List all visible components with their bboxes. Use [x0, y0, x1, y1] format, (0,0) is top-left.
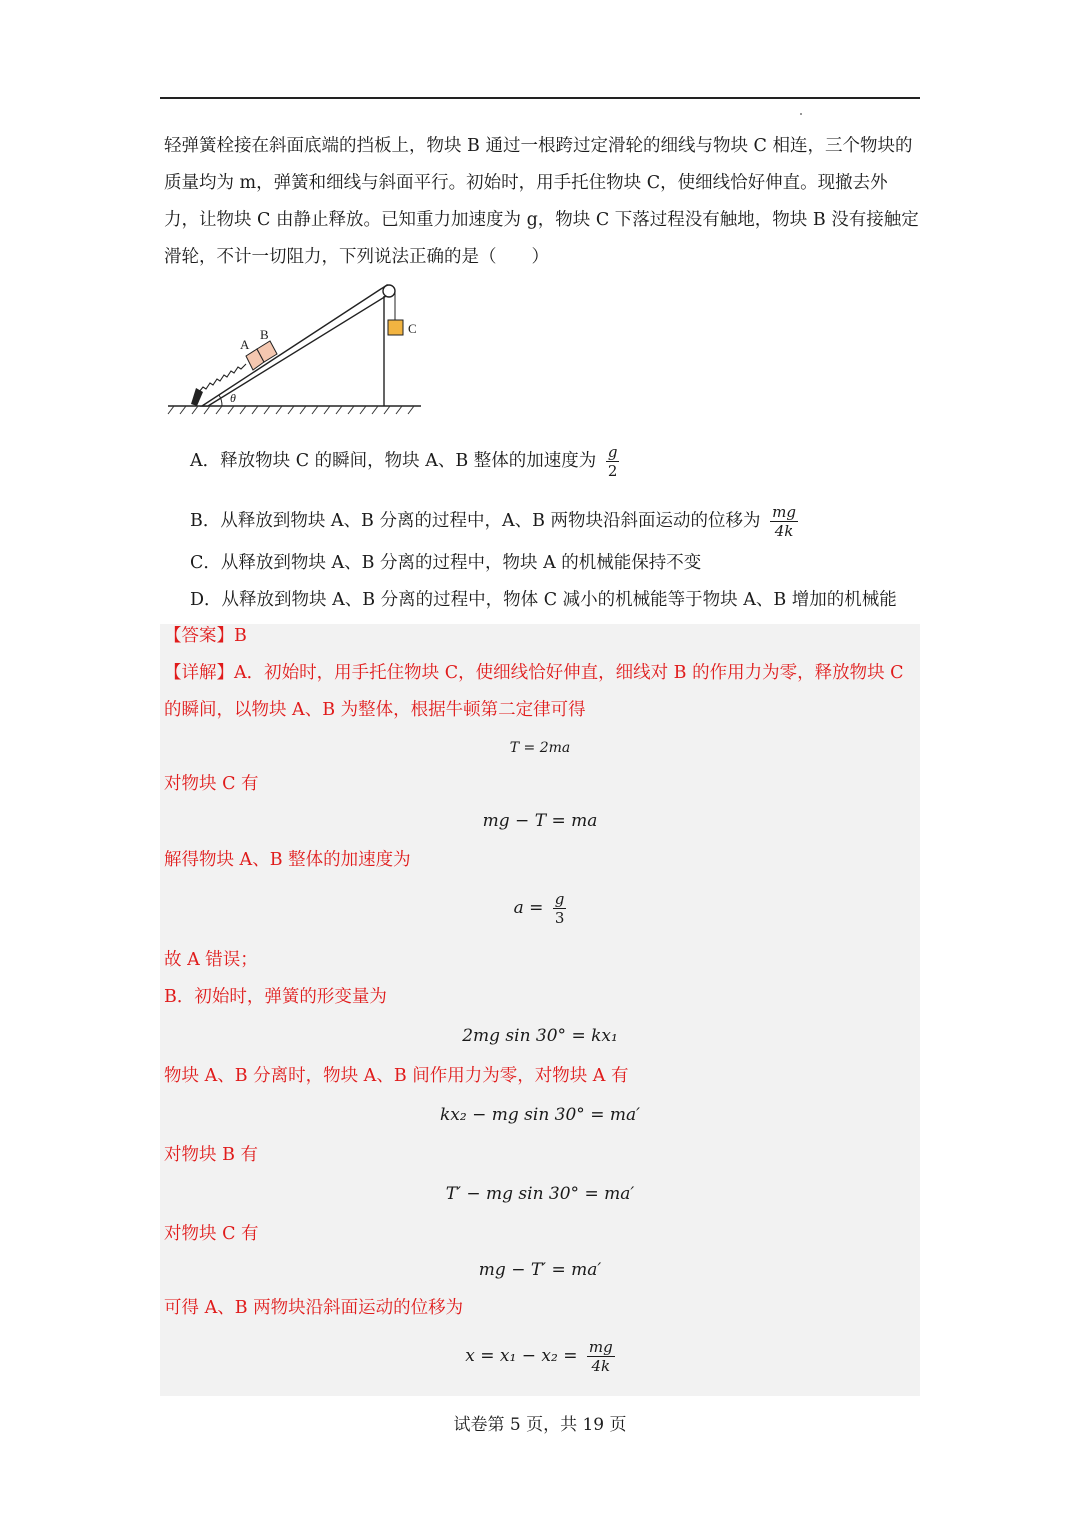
equation-4: 2mg sin 30° = kx₁: [462, 1026, 618, 1046]
line-block-c-2: 对物块 C 有: [164, 1224, 259, 1244]
option-a: [190, 443, 619, 480]
equation-7: mg − T′ = ma′: [478, 1260, 602, 1280]
answer-label: 【答案】B: [164, 626, 247, 646]
equation-2: mg − T = ma: [482, 811, 598, 831]
label-b: B: [260, 327, 269, 342]
label-a: A: [240, 337, 250, 352]
label-c: C: [408, 321, 417, 336]
option-a-text: A．释放物块 C 的瞬间，物块 A、B 整体的加速度为: [190, 451, 597, 471]
option-b-text: B．从释放到物块 A、B 分离的过程中，A、B 两物块沿斜面运动的位移为: [190, 511, 761, 531]
equation-5: kx₂ − mg sin 30° = ma′: [440, 1105, 640, 1125]
option-d: D．从释放到物块 A、B 分离的过程中，物体 C 减小的机械能等于物块 A、B 增加的机械能: [190, 590, 897, 610]
header-rule: [160, 97, 920, 99]
line-block-c-1: 对物块 C 有: [164, 774, 259, 794]
line-displacement: 可得 A、B 两物块沿斜面运动的位移为: [164, 1298, 464, 1318]
question-text: 轻弹簧栓接在斜面底端的挡板上，物块 B 通过一根跨过定滑轮的细线与物块 C 相连，三个物块的质量均为 m，弹簧和细线与斜面平行。初始时，用手托住物块 C，使细线恰好伸直。现撤去外力，让物块 C 由静止释放。已知重力加速度为 g，物块 C 下落过程没有触地，物块 B 没有接触定滑轮，不计一切阻力，下列说法正确的是（ ）: [164, 136, 919, 267]
line-separation: 物块 A、B 分离时，物块 A、B 间作用力为零，对物块 A 有: [164, 1066, 629, 1086]
incline-figure: [166, 282, 436, 420]
line-block-b: 对物块 B 有: [164, 1145, 258, 1165]
equation-8: x = x₁ − x₂ = $\frac{mg}{4k}$: [465, 1338, 613, 1375]
equation-6: T′ − mg sin 30° = ma′: [445, 1184, 635, 1204]
equation-3: a = $\frac{g}{3}$: [513, 890, 565, 927]
label-theta: θ: [230, 391, 236, 405]
answer-detail: 【详解】A．初始时，用手托住物块 C，使细线恰好伸直，细线对 B 的作用力为零，释放物块 C 的瞬间，以物块 A、B 为整体，根据牛顿第二定律可得: [164, 663, 904, 720]
option-c: C．从释放到物块 A、B 分离的过程中，物块 A 的机械能保持不变: [190, 553, 702, 573]
line-acceleration: 解得物块 A、B 整体的加速度为: [164, 850, 411, 870]
line-a-wrong: 故 A 错误；: [164, 950, 258, 970]
option-a-fraction: $\frac{g}{2}$: [607, 443, 618, 480]
option-b: [190, 503, 798, 540]
line-b-initial: B．初始时，弹簧的形变量为: [164, 987, 387, 1007]
equation-1: T = 2ma: [509, 740, 571, 756]
page-footer: 试卷第 5 页，共 19 页: [453, 1415, 627, 1435]
header-dot: [800, 113, 802, 115]
option-b-fraction: $\frac{mg}{4k}$: [772, 503, 796, 540]
